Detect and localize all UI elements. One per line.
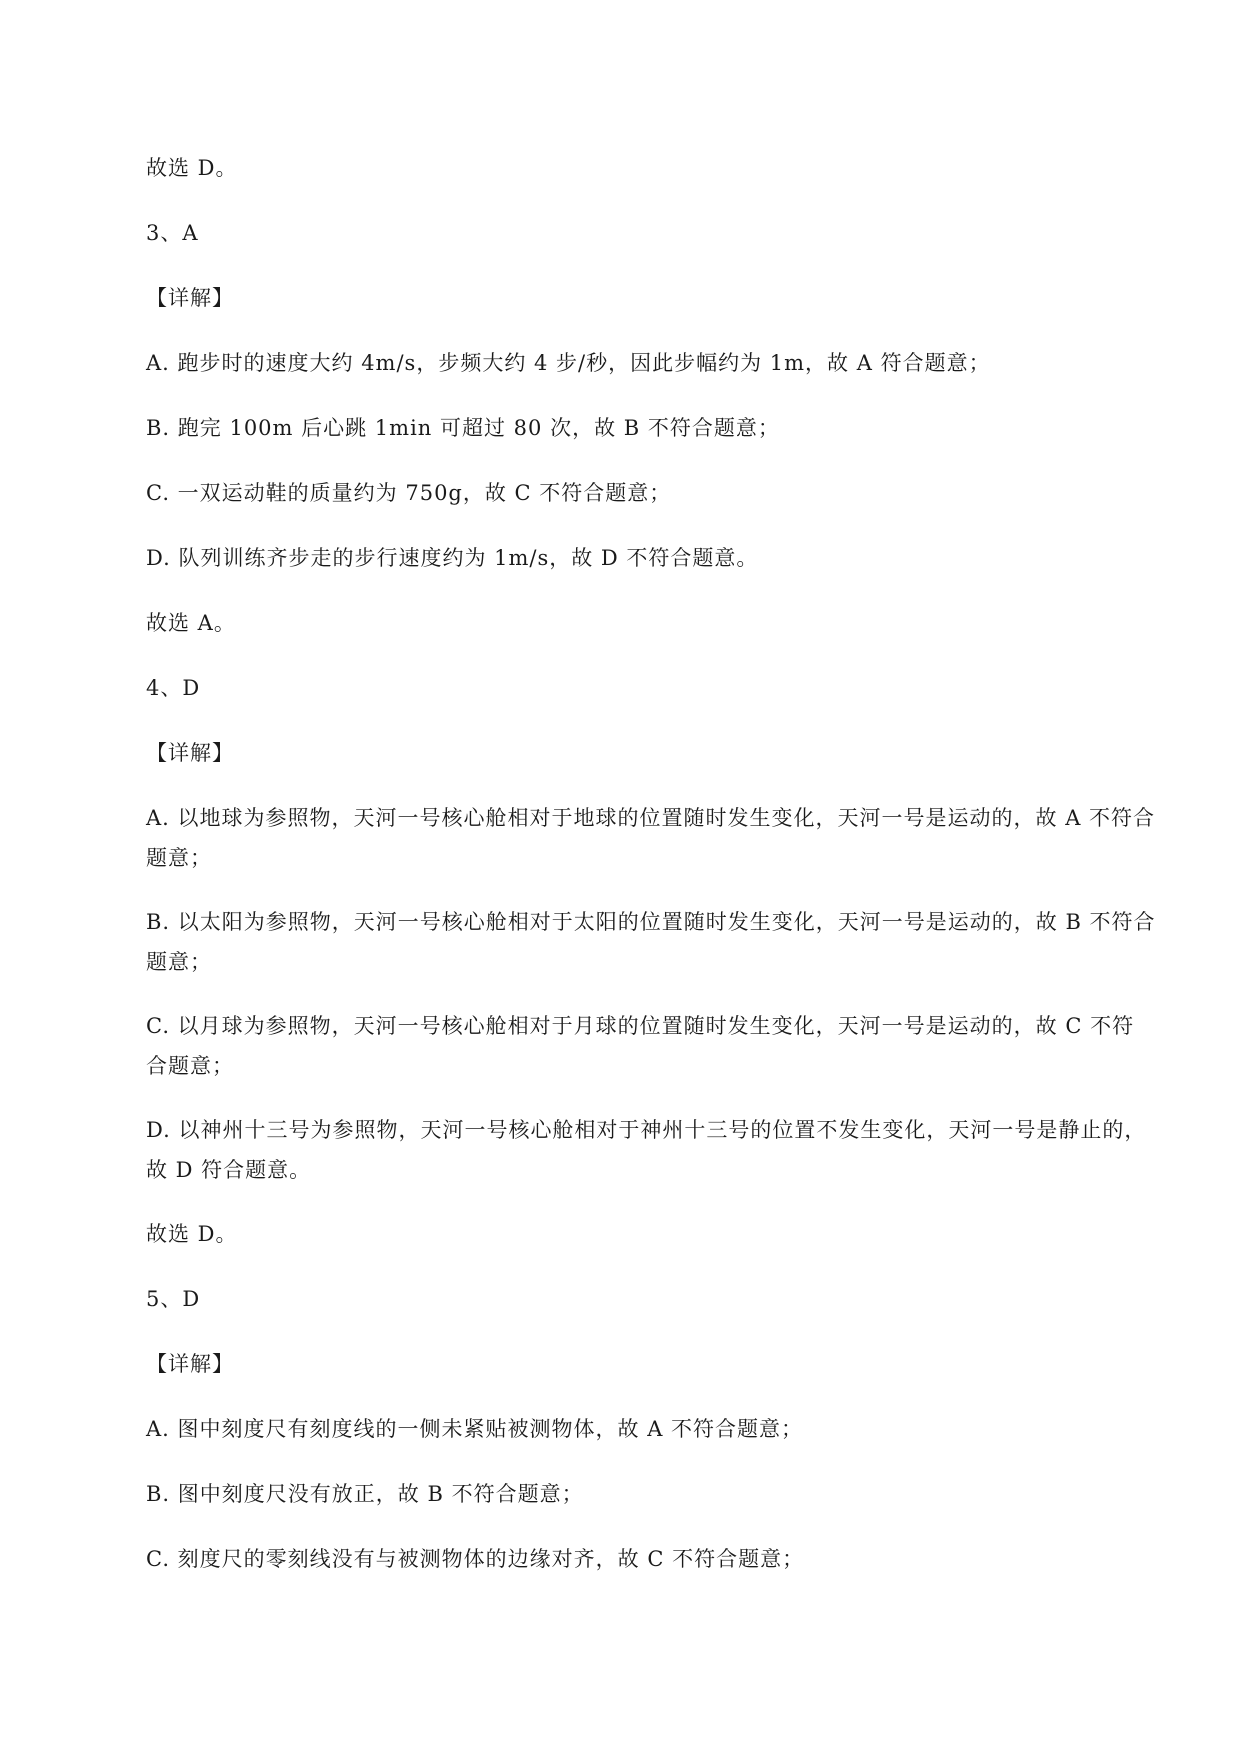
question-answer-4: 4、D (146, 676, 201, 700)
detail-heading: 【详解】 (146, 1352, 234, 1376)
detail-heading: 【详解】 (146, 741, 234, 765)
question-answer-3: 3、A (146, 221, 199, 245)
answer-conclusion: 故选 D。 (146, 1222, 238, 1246)
detail-heading: 【详解】 (146, 286, 234, 310)
option-d-explanation: D. 队列训练齐步走的步行速度约为 1m/s，故 D 不符合题意。 (146, 546, 759, 570)
option-c-explanation: C. 一双运动鞋的质量约为 750g，故 C 不符合题意； (146, 481, 672, 505)
option-a-explanation: A. 以地球为参照物，天河一号核心舱相对于地球的位置随时发生变化，天河一号是运动的，故 A 不符合题意； (146, 806, 1156, 870)
option-a-explanation: A. 图中刻度尺有刻度线的一侧未紧贴被测物体，故 A 不符合题意； (146, 1417, 804, 1441)
option-c-explanation: C. 刻度尺的零刻线没有与被测物体的边缘对齐，故 C 不符合题意； (146, 1547, 805, 1571)
option-b-explanation: B. 图中刻度尺没有放正，故 B 不符合题意； (146, 1482, 584, 1506)
option-c-explanation: C. 以月球为参照物，天河一号核心舱相对于月球的位置随时发生变化，天河一号是运动的，故 C 不符合题意； (146, 1014, 1135, 1078)
option-b-explanation: B. 以太阳为参照物，天河一号核心舱相对于太阳的位置随时发生变化，天河一号是运动的，故 B 不符合题意； (146, 910, 1156, 974)
answer-conclusion: 故选 A。 (146, 611, 236, 635)
answer-conclusion: 故选 D。 (146, 156, 238, 180)
question-answer-5: 5、D (146, 1287, 201, 1311)
option-a-explanation: A. 跑步时的速度大约 4m/s，步频大约 4 步/秒，因此步幅约为 1m，故 A 符合题意； (146, 351, 991, 375)
option-d-explanation: D. 以神州十三号为参照物，天河一号核心舱相对于神州十三号的位置不发生变化，天河一号是静止的，故 D 符合题意。 (146, 1118, 1147, 1182)
document-page (146, 148, 1156, 1604)
option-b-explanation: B. 跑完 100m 后心跳 1min 可超过 80 次，故 B 不符合题意； (146, 416, 780, 440)
